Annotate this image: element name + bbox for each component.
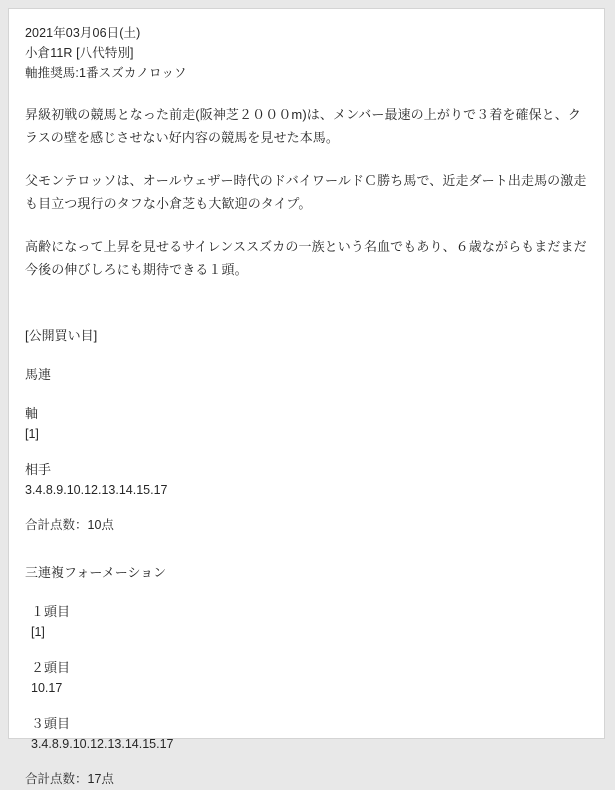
- bet-type-umaren: 馬連: [25, 367, 52, 382]
- umaren-axis-value: [1]: [25, 427, 39, 441]
- analysis-paragraph-1: 昇級初戦の競馬となった前走(阪神芝２０００m)は、メンバー最速の上がりで３着を確保と、クラスの壁を感じさせない好内容の競馬を見せた本馬。: [25, 107, 581, 145]
- umaren-partner-label: 相手: [25, 462, 52, 477]
- formation-leg-3-label: ３頭目: [31, 716, 71, 731]
- formation-leg-3: [25, 713, 588, 755]
- section-spacer: [25, 301, 588, 325]
- formation-leg-1: [25, 601, 588, 643]
- bets-section-title: [公開買い目]: [25, 328, 98, 343]
- recommended-horse: 軸推奨馬:1番スズカノロッソ: [25, 66, 187, 80]
- umaren-partner-group: [25, 459, 588, 501]
- formation-leg-2: [25, 657, 588, 699]
- formation-leg-1-label: １頭目: [31, 604, 71, 619]
- umaren-axis-label: 軸: [25, 406, 39, 421]
- article-content: [9, 9, 604, 790]
- race-name: 小倉11R [八代特別]: [25, 46, 134, 60]
- article-card: [8, 8, 605, 786]
- formation-leg-1-value: [1]: [31, 625, 45, 639]
- formation-leg-2-value: 10.17: [31, 681, 63, 695]
- analysis-paragraph-2: 父モンテロッソは、オールウェザー時代のドバイワールドＣ勝ち馬で、近走ダート出走馬の激走も目立つ現行のタフな小倉芝も大歓迎のタイプ。: [25, 173, 587, 211]
- umaren-total-points: 合計点数：10点: [25, 518, 114, 532]
- formation-title: 三連複フォーメーション: [25, 565, 167, 580]
- analysis-paragraph-3: 高齢になって上昇を見せるサイレンススズカの一族という名血でもあり、６歳ながらもまだまだ今後の伸びしろにも期待できる１頭。: [25, 239, 587, 277]
- umaren-axis-group: [25, 403, 588, 445]
- race-meta: [25, 23, 588, 83]
- umaren-partner-value: 3.4.8.9.10.12.13.14.15.17: [25, 483, 168, 497]
- race-date: 2021年03月06日(土): [25, 26, 141, 40]
- formation-total-points: 合計点数：17点: [25, 772, 114, 786]
- formation-leg-3-value: 3.4.8.9.10.12.13.14.15.17: [31, 737, 174, 751]
- formation-leg-2-label: ２頭目: [31, 660, 71, 675]
